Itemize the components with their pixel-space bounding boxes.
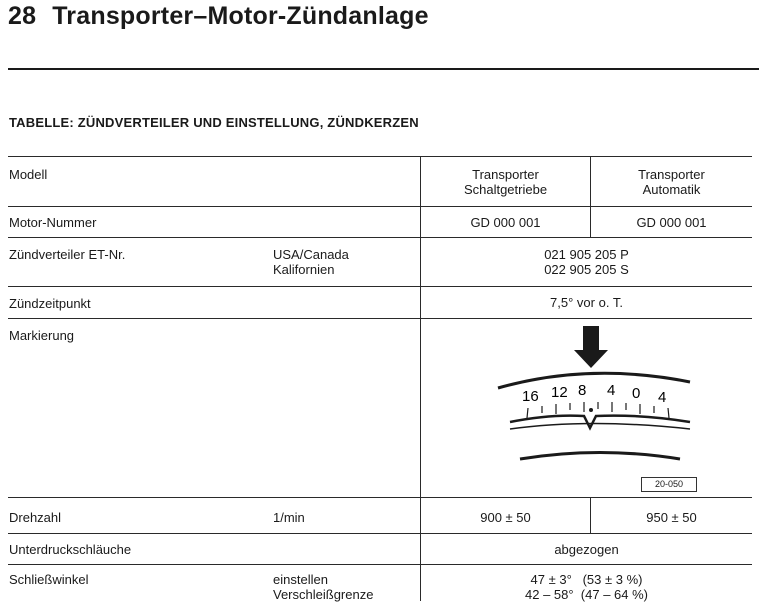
- timing-mark-diagram: [490, 322, 700, 467]
- table-heading: TABELLE: ZÜNDVERTEILER UND EINSTELLUNG, ZÜNDKERZEN: [9, 115, 419, 130]
- scale-number: 0: [632, 385, 641, 402]
- markierung-label: Markierung: [9, 328, 75, 343]
- zuendverteiler-value-kalifornien: 022 905 205 S: [544, 262, 629, 277]
- row-divider: [8, 286, 752, 287]
- zuendzeitpunkt-label: Zündzeitpunkt: [9, 296, 91, 311]
- row-divider: [8, 237, 752, 238]
- drehzahl-unit: 1/min: [273, 510, 305, 525]
- schliesswinkel-value-einstellen: 47 ± 3° (53 ± 3 %): [530, 572, 643, 587]
- pulley-inner-edge: [510, 424, 690, 430]
- motor-nummer-col1: GD 000 001: [470, 215, 541, 230]
- drehzahl-col2: 950 ± 50: [646, 510, 697, 525]
- modell-label: Modell: [9, 167, 48, 182]
- zuendverteiler-sub-kalifornien: Kalifornien: [273, 262, 335, 277]
- modell-col1-line2: Schaltgetriebe: [463, 182, 548, 197]
- title-rule: [8, 68, 759, 70]
- motor-nummer-col2: GD 000 001: [636, 215, 707, 230]
- row-divider: [8, 497, 752, 498]
- zuendverteiler-value-usa: 021 905 205 P: [544, 247, 629, 262]
- drehzahl-col1: 900 ± 50: [480, 510, 531, 525]
- unterdruck-value: abgezogen: [554, 542, 619, 557]
- scale-dot: [589, 408, 593, 412]
- zuendverteiler-sub-usa: USA/Canada: [273, 247, 349, 262]
- modell-col1-line1: Transporter: [472, 167, 539, 182]
- modell-col2-line2: Automatik: [642, 182, 701, 197]
- row-divider: [8, 564, 752, 565]
- scale-number: 8: [578, 382, 587, 399]
- pulley-lower-arc: [520, 453, 680, 460]
- figure-reference-code: 20-050: [641, 477, 697, 492]
- zuendverteiler-label: Zündverteiler ET-Nr.: [9, 247, 126, 262]
- scale-number: 4: [607, 382, 616, 399]
- page-title: [8, 2, 429, 31]
- scale-number: 4: [658, 389, 667, 406]
- scale-outer-arc: [498, 373, 690, 388]
- unterdruck-label: Unterdruckschläuche: [9, 542, 132, 557]
- zuendzeitpunkt-value: 7,5° vor o. T.: [550, 295, 623, 310]
- schliesswinkel-sub-verschleissgrenze: Verschleißgrenze: [273, 587, 374, 602]
- table-top-border: [8, 156, 752, 157]
- schliesswinkel-label: Schließwinkel: [9, 572, 89, 587]
- page-title-text: Transporter–Motor-Zündanlage: [52, 2, 429, 30]
- motor-nummer-label: Motor-Nummer: [9, 215, 97, 230]
- pointer-arrow-icon: [574, 326, 608, 368]
- schliesswinkel-sub-einstellen: einstellen: [273, 572, 328, 587]
- row-divider: [8, 206, 752, 207]
- row-divider: [8, 533, 752, 534]
- schliesswinkel-value-verschleissgrenze: 42 – 58° (47 – 64 %): [525, 587, 648, 602]
- page-number: 28: [8, 2, 37, 30]
- scale-number: 12: [551, 384, 568, 401]
- drehzahl-label: Drehzahl: [9, 510, 62, 525]
- scale-number: 16: [522, 388, 539, 405]
- modell-col2-line1: Transporter: [638, 167, 705, 182]
- row-divider: [8, 318, 752, 319]
